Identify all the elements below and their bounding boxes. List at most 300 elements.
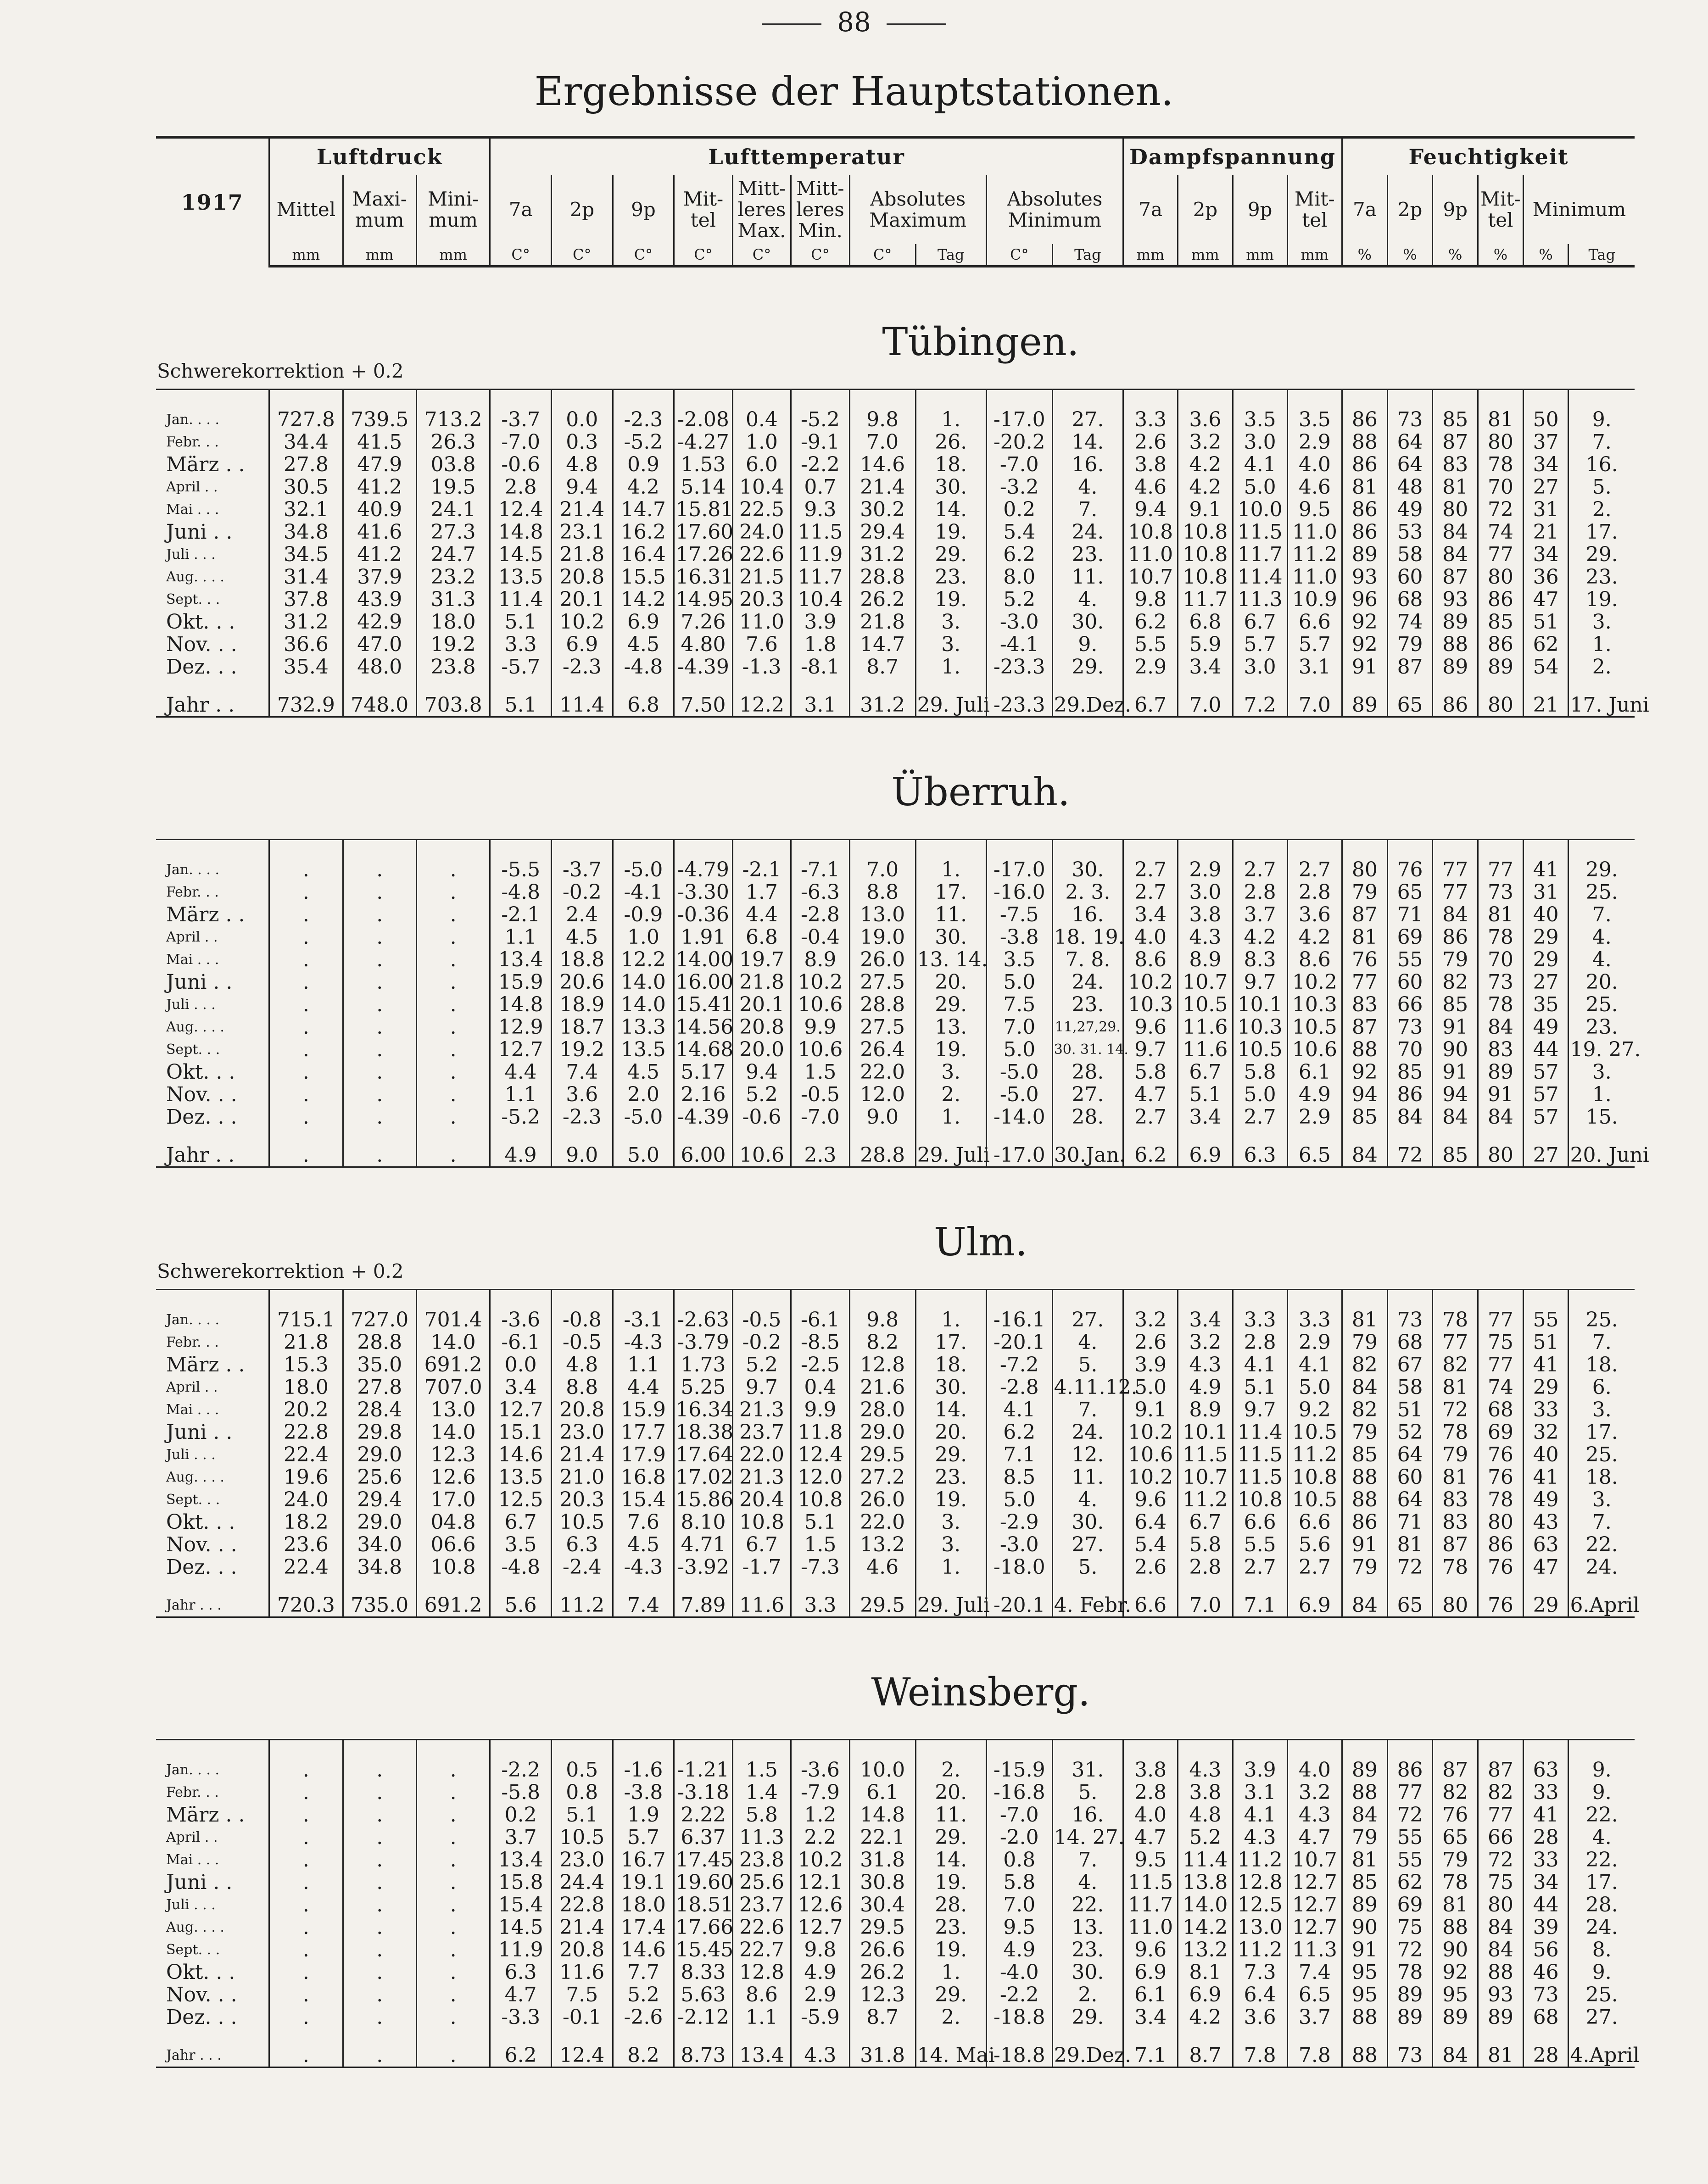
data-cell: 28.8 [849,993,915,1016]
data-cell: 4.0 [1287,1740,1342,1782]
data-cell: 11.2 [1287,1443,1342,1466]
data-cell: 9.0 [849,1106,915,1128]
data-cell: 4. [1568,926,1635,948]
data-cell: 27.8 [343,1376,416,1398]
data-cell: -5.2 [613,431,674,453]
data-cell: 8.10 [674,1511,732,1533]
data-cell: . [343,2006,416,2028]
data-cell: 29.Dez. [1052,678,1123,717]
data-cell: -16.1 [986,1290,1052,1332]
station-name: Tübingen. [882,319,1079,364]
data-cell: . [343,1128,416,1167]
data-cell: 7.26 [674,611,732,633]
data-cell: 0.3 [551,431,613,453]
data-cell: 0.8 [986,1849,1052,1871]
data-cell: 4.7 [1287,1826,1342,1849]
data-cell: 10.2 [551,611,613,633]
month-row [156,566,1635,588]
data-cell: 4.2 [1287,926,1342,948]
data-cell: 23.1 [551,521,613,543]
data-cell: 88 [1342,2028,1388,2067]
data-cell: 51 [1523,1331,1568,1354]
data-cell: 6.9 [1123,1961,1178,1983]
row-label: Nov. . . [166,1533,237,1556]
data-cell: 77 [1478,543,1524,566]
data-cell: -0.6 [490,453,552,476]
row-label: Okt. . . [166,610,235,634]
data-cell: 3. [915,1533,986,1556]
data-cell: 2.2 [791,1826,849,1849]
data-cell: 22.6 [732,543,791,566]
data-cell: 7. [1568,1511,1635,1533]
data-cell: 15.5 [613,566,674,588]
data-cell: 12.7 [1287,1871,1342,1894]
data-cell: -4.39 [674,656,732,678]
data-cell: 86 [1387,1083,1433,1106]
data-cell: 5.1 [551,1804,613,1826]
data-cell: 3.5 [1287,390,1342,431]
data-cell: 13.8 [1178,1871,1233,1894]
data-cell: 25. [1568,1290,1635,1332]
data-cell: 0.5 [551,1740,613,1782]
data-cell: . [416,1939,490,1961]
month-row [156,1916,1635,1939]
data-cell: 6.2 [1123,1128,1178,1167]
data-cell: 68 [1478,1398,1524,1421]
data-cell: 13.4 [490,1849,552,1871]
data-cell: 84 [1433,903,1478,926]
data-cell: 85 [1387,1061,1433,1083]
data-cell: 16.4 [613,543,674,566]
data-cell: 18. [915,453,986,476]
data-cell: 16.34 [674,1398,732,1421]
data-cell: 4.0 [1287,453,1342,476]
data-cell: 74 [1387,611,1433,633]
data-cell: -0.2 [551,881,613,903]
data-cell: 9.4 [551,476,613,498]
data-cell: 23.0 [551,1849,613,1871]
data-cell: 10.2 [791,1849,849,1871]
data-cell: 4.8 [551,1354,613,1376]
data-cell: 30.Jan. [1052,1128,1123,1167]
data-cell: . [416,881,490,903]
data-cell: 78 [1433,1871,1478,1894]
data-cell: -5.2 [791,390,849,431]
data-cell: 28.8 [343,1331,416,1354]
data-cell: 24.1 [416,498,490,521]
data-cell: 5.7 [613,1826,674,1849]
month-row [156,453,1635,476]
column-header: Mit-tel [1478,175,1524,244]
data-cell: 11.6 [1178,1016,1233,1038]
data-cell: 77 [1387,1781,1433,1804]
month-row [156,2006,1635,2028]
data-cell: 95 [1342,1961,1388,1983]
data-cell: 4.7 [490,1983,552,2006]
data-cell: 3.4 [1178,1106,1233,1128]
data-cell: 7.8 [1233,2028,1287,2067]
data-cell: 4.8 [1178,1804,1233,1826]
data-cell: 7. [1568,1331,1635,1354]
data-cell: 715.1 [269,1290,343,1332]
data-cell: 3.7 [490,1826,552,1849]
data-cell: 64 [1387,431,1433,453]
data-cell: 5.14 [674,476,732,498]
row-label: Febr. . . [166,1784,219,1800]
data-cell: 5.25 [674,1376,732,1398]
data-cell: 10.8 [732,1511,791,1533]
data-cell: 9. [1568,1961,1635,1983]
data-cell: 9.0 [551,1128,613,1167]
data-cell: -2.6 [613,2006,674,2028]
data-cell: 3. [915,1061,986,1083]
data-cell: . [416,1061,490,1083]
data-cell: 6.6 [1287,611,1342,633]
data-cell: 3.4 [1178,656,1233,678]
data-cell: 32 [1523,1421,1568,1443]
data-cell: 4. [1052,1871,1123,1894]
data-cell: -4.79 [674,840,732,881]
data-cell: 24. [1052,521,1123,543]
data-cell: 23. [1052,543,1123,566]
data-cell: 30.4 [849,1894,915,1916]
data-cell: -8.1 [791,656,849,678]
data-cell: 4.3 [1233,1826,1287,1849]
data-cell: 53 [1387,521,1433,543]
data-cell: . [343,1781,416,1804]
data-cell: 5.5 [1123,633,1178,656]
data-cell: 2.8 [1233,881,1287,903]
data-cell: 14.56 [674,1016,732,1038]
data-cell: 1.4 [732,1781,791,1804]
data-cell: 1.73 [674,1354,732,1376]
data-cell: . [416,840,490,881]
data-cell: 87 [1433,431,1478,453]
data-cell: 79 [1433,1443,1478,1466]
data-cell: 17.4 [613,1916,674,1939]
data-cell: 11.7 [1178,588,1233,611]
data-cell: 28.0 [849,1398,915,1421]
data-cell: 18. [1568,1466,1635,1488]
data-cell: 3.2 [1123,1290,1178,1332]
data-cell: 31.4 [269,566,343,588]
spacer [1287,1617,1635,1740]
data-cell: 31.8 [849,1849,915,1871]
data-cell: 14. [915,498,986,521]
data-cell: 6.1 [1123,1983,1178,2006]
data-cell: 7.0 [1178,678,1233,717]
data-cell: 31 [1523,498,1568,521]
data-cell: 11.5 [1123,1871,1178,1894]
data-cell: 2.4 [551,903,613,926]
data-cell: -3.18 [674,1781,732,1804]
data-cell: 8.6 [732,1983,791,2006]
data-cell: 89 [1342,1740,1388,1782]
data-cell: 80 [1478,1128,1524,1167]
data-cell: -2.2 [791,453,849,476]
data-cell: 12.0 [849,1083,915,1106]
data-cell: 7.4 [613,1578,674,1617]
data-cell: 76 [1387,840,1433,881]
data-cell: 22.0 [849,1061,915,1083]
data-cell: 78 [1478,1488,1524,1511]
data-cell: 14.6 [490,1443,552,1466]
data-cell: 43.9 [343,588,416,611]
data-cell: 8.1 [1178,1961,1233,1983]
data-cell: 88 [1342,2006,1388,2028]
data-cell: 85 [1342,1871,1388,1894]
data-cell: 10.0 [849,1740,915,1782]
row-label: Sept. . . [166,1042,220,1058]
data-cell: 14. [915,1398,986,1421]
data-cell: 20.8 [551,566,613,588]
data-cell: 56 [1523,1939,1568,1961]
data-cell: 3.0 [1178,881,1233,903]
data-cell: 7. [1052,1398,1123,1421]
data-cell: 66 [1387,993,1433,1016]
data-cell: -2.63 [674,1290,732,1332]
data-cell: 10.2 [1123,1466,1178,1488]
data-cell: 18.0 [613,1894,674,1916]
data-cell: . [343,1038,416,1061]
data-cell: 73 [1523,1983,1568,2006]
data-cell: 1.9 [613,1804,674,1826]
data-cell: 78 [1433,1556,1478,1578]
data-cell: 2. [1052,1983,1123,2006]
data-cell: 691.2 [416,1578,490,1617]
row-label: Juni . . [166,520,233,544]
data-cell: 4.1 [1233,453,1287,476]
data-cell: -20.2 [986,431,1052,453]
data-cell: -4.3 [613,1331,674,1354]
data-cell: 82 [1433,971,1478,993]
data-cell: 81 [1433,1894,1478,1916]
data-cell: 18.51 [674,1894,732,1916]
row-label: März . . [166,453,245,476]
data-cell: 3.3 [1287,1290,1342,1332]
data-cell: 89 [1387,2006,1433,2028]
data-cell: 54 [1523,656,1568,678]
data-cell: 8.9 [1178,948,1233,971]
data-cell: 72 [1478,498,1524,521]
data-cell: 29.Dez. [1052,2028,1123,2067]
data-cell: 10.6 [791,1038,849,1061]
data-cell: 9.1 [1178,498,1233,521]
data-cell: . [343,1804,416,1826]
data-cell: 5.1 [791,1511,849,1533]
data-cell: 2.6 [1123,431,1178,453]
data-cell: 81 [1433,1376,1478,1398]
row-label: Dez. . . [166,1105,237,1129]
results-table [156,136,1649,2068]
data-cell: 6.1 [1287,1061,1342,1083]
data-cell: 88 [1342,1466,1388,1488]
data-cell: 82 [1478,1781,1524,1804]
data-cell: 86 [1342,453,1388,476]
data-cell: 75 [1478,1871,1524,1894]
data-cell: 2. [1568,656,1635,678]
data-cell: 81 [1387,1533,1433,1556]
data-cell: 12.0 [791,1466,849,1488]
data-cell: 6.7 [1178,1061,1233,1083]
data-cell: 20.0 [732,1038,791,1061]
data-cell: 77 [1478,1354,1524,1376]
data-cell: 3.4 [1178,1290,1233,1332]
data-cell: 51 [1523,611,1568,633]
data-cell: 7.3 [1233,1961,1287,1983]
unit-label: C° [986,244,1052,267]
data-cell: 13. [915,1016,986,1038]
month-row [156,881,1635,903]
data-cell: -2.8 [791,903,849,926]
column-header: Mitt-leres Max. [732,175,791,244]
data-cell: 29. [1052,2006,1123,2028]
data-cell: 23. [1052,1939,1123,1961]
data-cell: 34 [1523,543,1568,566]
data-cell: 41 [1523,1466,1568,1488]
data-cell: 10.5 [1287,1421,1342,1443]
data-cell: 11.6 [1178,1038,1233,1061]
data-cell: 4. Febr. [1052,1578,1123,1617]
data-cell: 4.11.12. [1052,1376,1123,1398]
data-cell: -3.3 [490,2006,552,2028]
data-cell: 63 [1523,1533,1568,1556]
data-cell: 15.81 [674,498,732,521]
data-cell: 92 [1433,1961,1478,1983]
data-cell: 9. [1568,1781,1635,1804]
data-cell: . [269,903,343,926]
data-cell: 27. [1052,1083,1123,1106]
data-cell: -7.5 [986,903,1052,926]
data-cell: 65 [1387,881,1433,903]
station-name: Weinsberg. [871,1669,1090,1715]
data-cell: 94 [1433,1083,1478,1106]
data-cell: 11.0 [732,611,791,633]
data-cell: 18.2 [269,1511,343,1533]
column-header: 7a [490,175,552,244]
data-cell: . [269,1849,343,1871]
data-cell: 11.5 [1233,521,1287,543]
data-cell: 6.2 [986,543,1052,566]
data-cell: -20.1 [986,1578,1052,1617]
data-cell: 14.95 [674,588,732,611]
data-cell: 33 [1523,1849,1568,1871]
data-cell: 27.5 [849,971,915,993]
data-cell: 22.8 [269,1421,343,1443]
data-cell: 9.1 [1123,1398,1178,1421]
row-label: Juli . . . [166,1447,216,1463]
data-cell: 2.8 [490,476,552,498]
data-cell: 23. [915,1466,986,1488]
month-row [156,1983,1635,2006]
data-cell: 71 [1387,1511,1433,1533]
data-cell: -5.0 [613,840,674,881]
data-cell: 34.8 [269,521,343,543]
data-cell: . [343,1826,416,1849]
data-cell: 12.5 [1233,1894,1287,1916]
data-cell: . [416,1826,490,1849]
column-header: 7a [1342,175,1388,244]
data-cell: 7. [1568,431,1635,453]
data-cell: 19. [915,588,986,611]
year-total-row [156,1578,1635,1617]
data-cell: 27.3 [416,521,490,543]
data-cell: 0.9 [613,453,674,476]
data-cell: 11.9 [490,1939,552,1961]
data-cell: 10.7 [1123,566,1178,588]
data-cell: -0.4 [791,926,849,948]
data-cell: 80 [1342,840,1388,881]
data-cell: 79 [1342,1826,1388,1849]
data-cell: 0.0 [551,390,613,431]
data-cell: 19.0 [849,926,915,948]
data-cell: -0.36 [674,903,732,926]
data-cell: 42.9 [343,611,416,633]
data-cell: 5.4 [986,521,1052,543]
data-cell: 8.5 [986,1466,1052,1488]
row-label: Mai . . . [166,1402,219,1418]
data-cell: 7.1 [1123,2028,1178,2067]
column-header: 9p [1233,175,1287,244]
data-cell: 713.2 [416,390,490,431]
data-cell: 87 [1478,1740,1524,1782]
unit-label: mm [1123,244,1178,267]
data-cell: 21.4 [551,1443,613,1466]
data-cell: -6.3 [791,881,849,903]
group-lufttemperatur: Lufttemperatur [490,137,1123,175]
data-cell: 15.4 [490,1894,552,1916]
data-cell: -5.8 [490,1781,552,1804]
unit-label: % [1387,244,1433,267]
data-cell: 4.2 [1233,926,1287,948]
data-cell: 29. Juli [915,1578,986,1617]
data-cell: 10.8 [1178,566,1233,588]
data-cell: 20. [915,1421,986,1443]
data-cell: 29. [1568,543,1635,566]
data-cell: 77 [1478,840,1524,881]
data-cell: 4.5 [551,926,613,948]
data-cell: 18.0 [416,611,490,633]
data-cell: 3. [1568,1061,1635,1083]
data-cell: . [416,1894,490,1916]
data-cell: 29. [915,1983,986,2006]
row-label: Jahr . . [156,678,269,717]
data-cell: 77 [1478,1290,1524,1332]
data-cell: 20.8 [732,1016,791,1038]
data-cell: 84 [1342,1578,1388,1617]
data-cell: 89 [1478,1061,1524,1083]
column-header: 9p [613,175,674,244]
data-cell: 720.3 [269,1578,343,1617]
data-cell: 94 [1342,1083,1388,1106]
data-cell: 8.7 [849,2006,915,2028]
data-cell: 14.0 [613,971,674,993]
data-cell: 4.2 [1178,453,1233,476]
data-cell: 30.5 [269,476,343,498]
month-row [156,1804,1635,1826]
month-row [156,926,1635,948]
month-row [156,1061,1635,1083]
data-cell: 88 [1342,431,1388,453]
data-cell: 84 [1478,1106,1524,1128]
data-cell: 7.0 [986,1894,1052,1916]
data-cell: 15.3 [269,1354,343,1376]
data-cell: 10.3 [1123,993,1178,1016]
data-cell: 5.7 [1287,633,1342,656]
data-cell: -6.1 [791,1290,849,1332]
data-cell: 11.2 [1178,1488,1233,1511]
data-cell: 4.0 [1123,926,1178,948]
